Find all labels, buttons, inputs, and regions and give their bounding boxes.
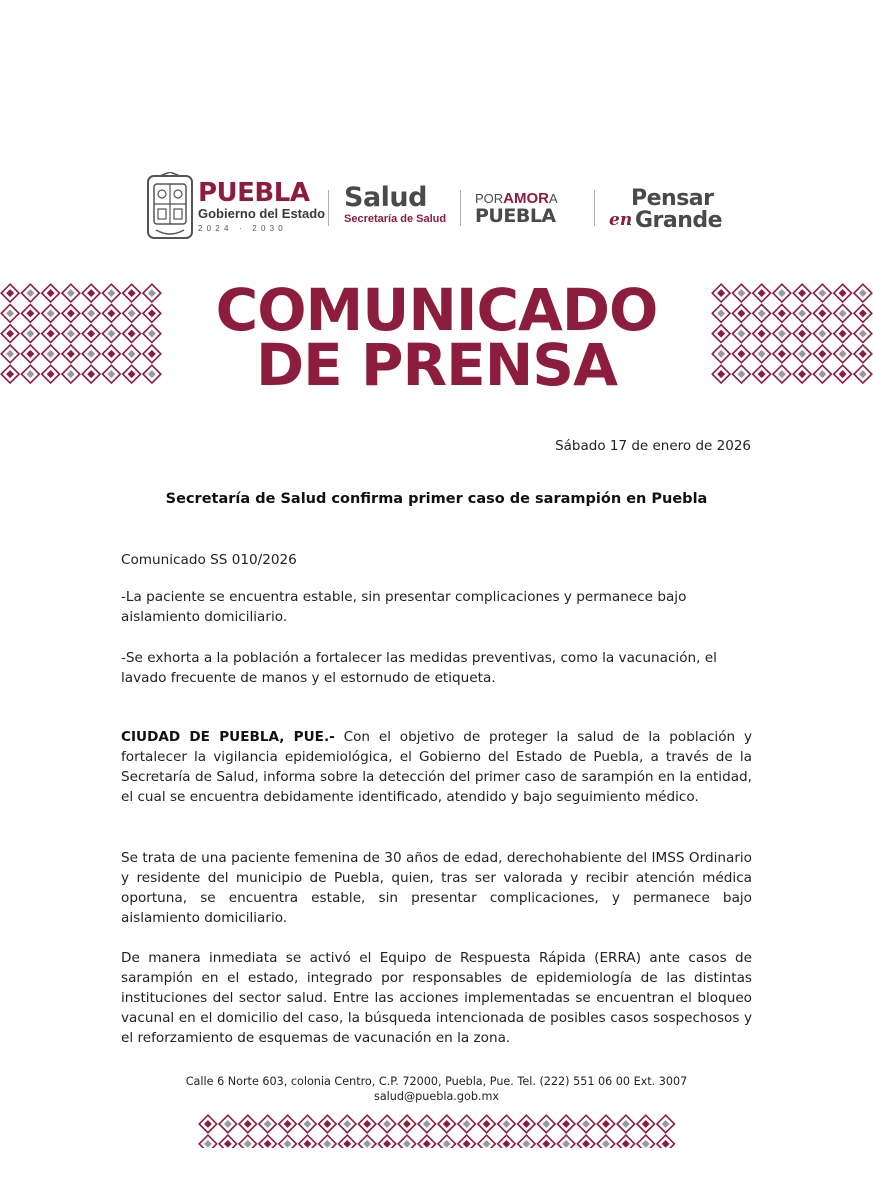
logo-divider — [594, 190, 595, 226]
pattern-motif — [732, 304, 750, 322]
pattern-motif — [793, 304, 811, 322]
pattern-motif — [1, 365, 19, 383]
summary-bullet-2: -Se exhorta a la población a fortalecer las medidas preventivas, como la vacunación, el lavado frecuente de manos y el estornudo de etiqueta. — [121, 650, 717, 686]
pattern-motif — [657, 1115, 675, 1133]
pattern-motif — [498, 1115, 516, 1133]
pattern-motif — [813, 325, 831, 343]
por-amor-a-puebla-logo — [475, 192, 558, 226]
pattern-motif — [518, 1135, 536, 1148]
pattern-motif — [617, 1115, 635, 1133]
pattern-motif — [712, 304, 730, 322]
pattern-motif — [338, 1115, 356, 1133]
pattern-motif — [319, 1135, 337, 1148]
pattern-motif — [143, 304, 161, 322]
amor-puebla-word: PUEBLA — [475, 205, 556, 227]
pattern-motif — [62, 284, 80, 302]
pattern-motif — [793, 365, 811, 383]
pattern-motif — [1, 345, 19, 363]
pattern-motif — [597, 1135, 615, 1148]
pattern-motif — [773, 304, 791, 322]
pattern-motif — [102, 325, 120, 343]
pattern-motif — [82, 284, 100, 302]
pattern-motif — [21, 304, 39, 322]
pattern-motif — [712, 345, 730, 363]
pattern-motif — [458, 1135, 476, 1148]
pattern-motif — [617, 1135, 635, 1148]
salud-wordmark: Salud — [344, 182, 427, 213]
pattern-motif — [398, 1115, 416, 1133]
pattern-motif — [854, 284, 872, 302]
puebla-wordmark: PUEBLA — [198, 178, 310, 208]
pattern-motif — [732, 284, 750, 302]
en-word: en — [609, 210, 633, 230]
pattern-motif — [21, 345, 39, 363]
pattern-motif — [518, 1115, 536, 1133]
paragraph-1 — [121, 727, 752, 807]
pattern-motif — [854, 325, 872, 343]
pattern-motif — [62, 325, 80, 343]
pattern-motif — [712, 325, 730, 343]
grande-word: Grande — [635, 208, 723, 233]
pattern-motif — [793, 345, 811, 363]
pattern-motif — [279, 1115, 297, 1133]
pattern-motif — [259, 1135, 277, 1148]
pattern-motif — [1, 284, 19, 302]
pattern-motif — [813, 345, 831, 363]
pattern-motif — [239, 1135, 257, 1148]
pattern-motif — [637, 1115, 655, 1133]
pattern-motif — [597, 1115, 615, 1133]
pattern-motif — [143, 284, 161, 302]
pattern-motif — [143, 325, 161, 343]
pattern-motif — [418, 1135, 436, 1148]
a-word: A — [549, 191, 558, 206]
pattern-motif — [732, 365, 750, 383]
pattern-motif — [259, 1115, 277, 1133]
pattern-motif — [732, 325, 750, 343]
logo-divider — [328, 190, 329, 226]
coat-of-arms-icon — [146, 172, 194, 242]
pattern-motif — [123, 325, 141, 343]
pattern-motif — [123, 365, 141, 383]
pattern-motif — [42, 284, 60, 302]
pattern-motif — [378, 1115, 396, 1133]
pattern-motif — [82, 365, 100, 383]
pattern-motif — [21, 325, 39, 343]
press-release-title-line2: DE PRENSA — [256, 331, 617, 399]
pattern-motif — [537, 1115, 555, 1133]
pattern-motif — [102, 345, 120, 363]
pattern-motif — [773, 284, 791, 302]
decorative-pattern-right — [711, 283, 873, 385]
pattern-motif — [42, 365, 60, 383]
pattern-motif — [143, 365, 161, 383]
pattern-motif — [123, 284, 141, 302]
pensar-word: Pensar — [631, 186, 714, 211]
pattern-motif — [657, 1135, 675, 1148]
pattern-motif — [498, 1135, 516, 1148]
pattern-motif — [834, 345, 852, 363]
pattern-motif — [82, 325, 100, 343]
pattern-motif — [753, 284, 771, 302]
document-date: Sábado 17 de enero de 2026 — [555, 438, 751, 454]
logo-bar — [146, 172, 736, 246]
pattern-motif — [1, 325, 19, 343]
pattern-motif — [299, 1115, 317, 1133]
decorative-pattern-left — [0, 283, 162, 385]
pattern-motif — [557, 1115, 575, 1133]
pattern-motif — [199, 1135, 217, 1148]
document-headline: Secretaría de Salud confirma primer caso de sarampión en Puebla — [165, 491, 708, 507]
pattern-motif — [21, 284, 39, 302]
pattern-motif — [358, 1135, 376, 1148]
pattern-motif — [62, 304, 80, 322]
pattern-motif — [793, 284, 811, 302]
pattern-motif — [577, 1115, 595, 1133]
pattern-motif — [834, 284, 852, 302]
pattern-motif — [1, 304, 19, 322]
pattern-motif — [82, 345, 100, 363]
pattern-motif — [338, 1135, 356, 1148]
pattern-motif — [219, 1115, 237, 1133]
pattern-motif — [557, 1135, 575, 1148]
pattern-motif — [102, 304, 120, 322]
pattern-motif — [239, 1115, 257, 1133]
pattern-motif — [773, 345, 791, 363]
pensar-en-grande-logo — [609, 186, 739, 236]
summary-bullet-1: -La paciente se encuentra estable, sin presentar complicaciones y permanece bajo aislamiento domiciliario. — [121, 589, 687, 625]
pattern-motif — [834, 304, 852, 322]
pattern-motif — [62, 365, 80, 383]
pattern-motif — [438, 1135, 456, 1148]
pattern-motif — [834, 325, 852, 343]
pattern-motif — [577, 1135, 595, 1148]
pattern-motif — [42, 304, 60, 322]
pattern-motif — [537, 1135, 555, 1148]
pattern-motif — [458, 1115, 476, 1133]
dateline: CIUDAD DE PUEBLA, PUE.- — [121, 729, 335, 745]
pattern-motif — [123, 304, 141, 322]
pattern-motif — [793, 325, 811, 343]
pattern-motif — [753, 325, 771, 343]
pattern-motif — [834, 365, 852, 383]
pattern-motif — [143, 345, 161, 363]
pattern-motif — [478, 1115, 496, 1133]
pattern-motif — [102, 365, 120, 383]
pattern-motif — [418, 1115, 436, 1133]
pattern-motif — [813, 284, 831, 302]
comunicado-number: Comunicado SS 010/2026 — [121, 552, 297, 568]
pattern-motif — [21, 365, 39, 383]
pattern-motif — [813, 304, 831, 322]
footer-address: Calle 6 Norte 603, colonia Centro, C.P. 72000, Puebla, Pue. Tel. (222) 551 06 00 Ext. 3007 — [185, 1075, 688, 1088]
amor-word: AMOR — [503, 190, 549, 207]
pattern-motif — [854, 365, 872, 383]
pattern-motif — [279, 1135, 297, 1148]
pattern-motif — [854, 345, 872, 363]
pattern-motif — [773, 325, 791, 343]
footer-email: salud@puebla.gob.mx — [374, 1090, 499, 1103]
pattern-motif — [82, 304, 100, 322]
pattern-motif — [42, 345, 60, 363]
decorative-pattern-bottom — [198, 1114, 676, 1148]
por-word: POR — [475, 191, 504, 206]
paragraph-2: Se trata de una paciente femenina de 30 años de edad, derechohabiente del IMSS Ordinario y residente del municipio de Puebla, quien, tras ser valorada y recibir atención médica oportuna, se encuentra estable, sin presentar complicaciones, y permanece bajo aislamiento domiciliario. — [121, 850, 752, 926]
paragraph-3: De manera inmediata se activó el Equipo de Respuesta Rápida (ERRA) ante casos de sarampión en el estado, integrado por responsables de epidemiología de las distintas instituciones del sector salud. Entre las acciones implementadas se encuentran el bloqueo vacunal en el domicilio del caso, la búsqueda intencionada de posibles casos sospechosos y el reforzamiento de esquemas de vacunación en la zona. — [121, 950, 752, 1046]
pattern-motif — [753, 365, 771, 383]
pattern-motif — [854, 304, 872, 322]
pattern-motif — [637, 1135, 655, 1148]
pattern-motif — [773, 365, 791, 383]
salud-logo — [344, 184, 446, 225]
pattern-motif — [398, 1135, 416, 1148]
pattern-motif — [732, 345, 750, 363]
pattern-motif — [753, 304, 771, 322]
pattern-motif — [299, 1135, 317, 1148]
puebla-gobierno-logo — [198, 180, 325, 233]
pattern-motif — [319, 1115, 337, 1133]
pattern-motif — [712, 284, 730, 302]
pattern-motif — [219, 1135, 237, 1148]
pattern-motif — [42, 325, 60, 343]
secretaria-wordmark: Secretaría de Salud — [344, 213, 447, 225]
years-label: 2024 · 2030 — [198, 224, 287, 233]
press-release-title-line1: COMUNICADO — [215, 276, 658, 344]
gobierno-wordmark: Gobierno del Estado — [198, 206, 326, 221]
pattern-motif — [62, 345, 80, 363]
logo-divider — [460, 190, 461, 226]
pattern-motif — [478, 1135, 496, 1148]
pattern-motif — [438, 1115, 456, 1133]
pattern-motif — [753, 345, 771, 363]
pattern-motif — [123, 345, 141, 363]
paragraph-1-text: Con el objetivo de proteger la salud de la población y fortalecer la vigilancia epidemiológica, el Gobierno del Estado de Puebla, a través de la Secretaría de Salud, informa sobre la detección del primer caso de sarampión en la entidad, el cual se encuentra debidamente identificado, atendido y bajo seguimiento médico. — [121, 729, 752, 805]
pattern-motif — [813, 365, 831, 383]
pattern-motif — [358, 1115, 376, 1133]
pattern-motif — [199, 1115, 217, 1133]
pattern-motif — [378, 1135, 396, 1148]
pattern-motif — [712, 365, 730, 383]
pattern-motif — [102, 284, 120, 302]
